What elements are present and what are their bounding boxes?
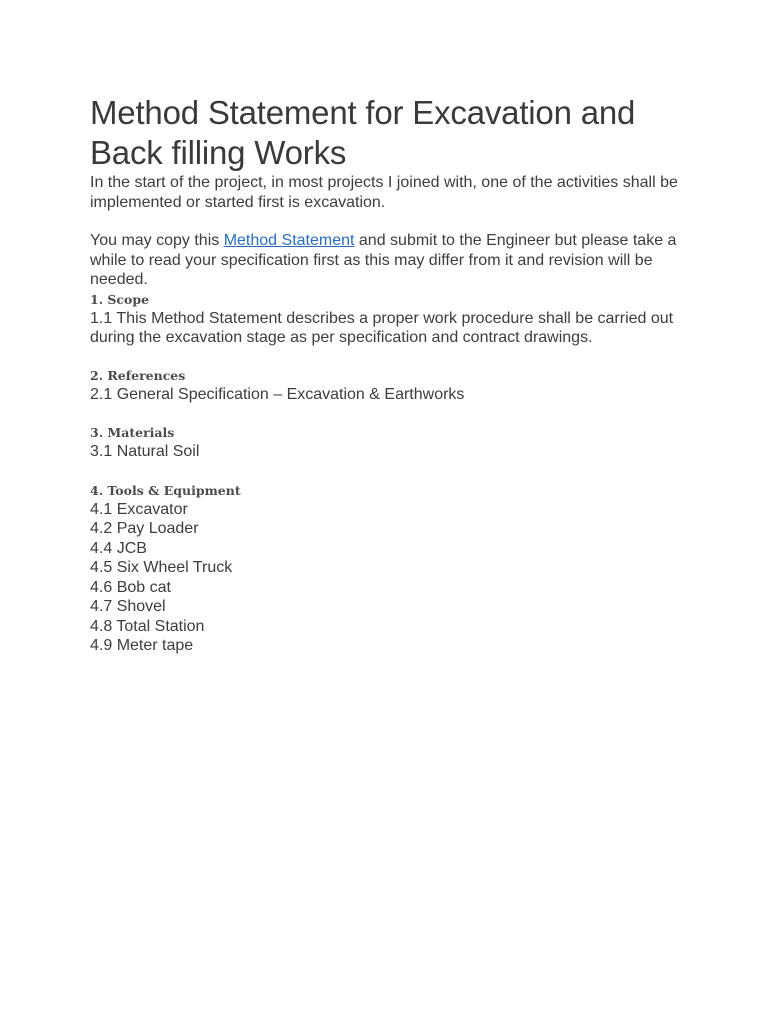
section-heading-materials: 3. Materials (90, 425, 175, 440)
document-page (90, 93, 690, 656)
tools-list-item: 4.7 Shovel (90, 598, 166, 615)
document-title: Method Statement for Excavation and Back filling Works (90, 94, 636, 171)
tools-list-item: 4.2 Pay Loader (90, 520, 199, 537)
tools-list-item: 4.1 Excavator (90, 500, 188, 518)
copy-text-before: You may copy this (90, 232, 224, 249)
references-text: 2.1 General Specification – Excavation & Earthworks (90, 385, 465, 403)
copy-text-after: and submit to the Engineer but please take a while to read your specification first as this may differ from it and revision will be needed. (90, 232, 677, 288)
section-heading-scope: 1. Scope (90, 291, 150, 307)
tools-list-item: 4.4 JCB (90, 539, 147, 557)
tools-list-item: 4.6 Bob cat (90, 578, 171, 596)
copy-paragraph (90, 231, 690, 290)
scope-text: 1.1 This Method Statement describes a proper work procedure shall be carried out during the excavation stage as per specification and contract drawings. (90, 309, 674, 346)
tools-list (90, 500, 690, 656)
materials-text: 3.1 Natural Soil (90, 443, 200, 460)
section-heading-references: 2. References (90, 367, 186, 383)
tools-list-item: 4.8 Total Station (90, 617, 205, 635)
method-statement-link[interactable]: Method Statement (223, 232, 355, 249)
tools-list-item: 4.5 Six Wheel Truck (90, 559, 233, 576)
tools-list-item: 4.9 Meter tape (90, 637, 194, 654)
section-heading-tools: 4. Tools & Equipment (90, 482, 241, 498)
intro-paragraph: In the start of the project, in most projects I joined with, one of the activities shall be implemented or started first is excavation. (90, 174, 678, 211)
